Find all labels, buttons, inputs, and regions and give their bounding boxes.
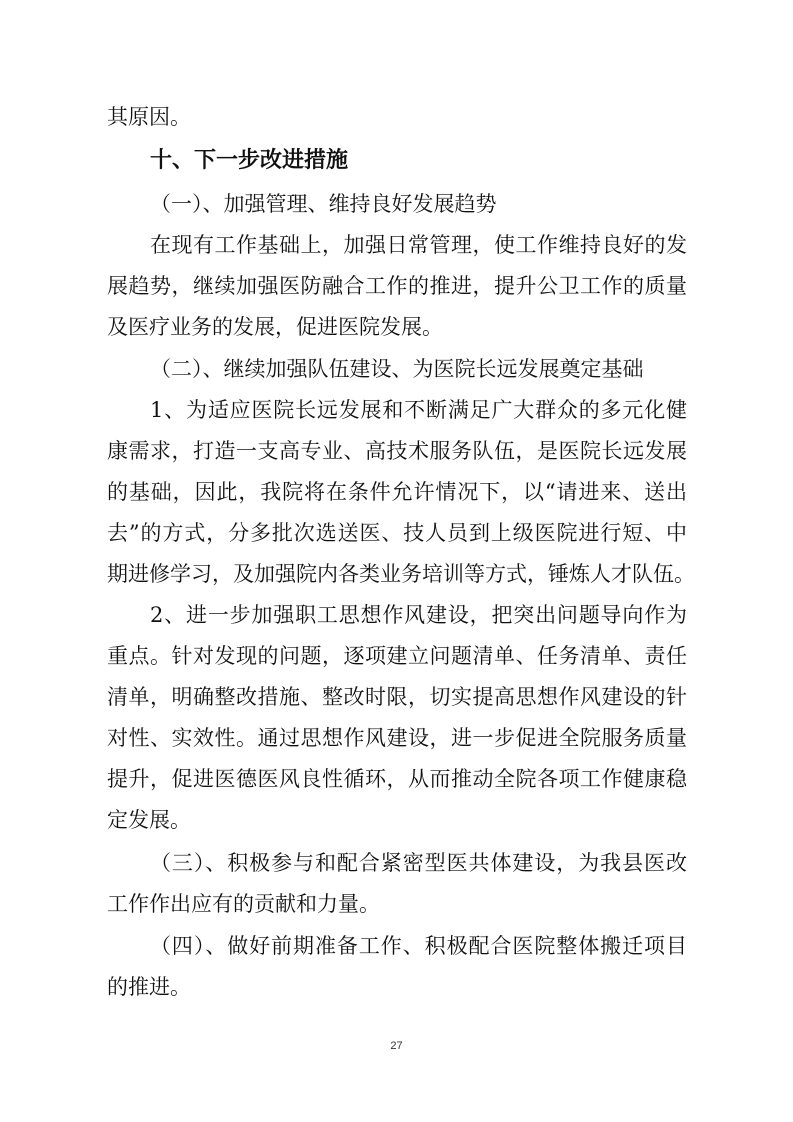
paragraph-line: 定发展。: [107, 808, 191, 832]
paragraph-line: 期进修学习，及加强院内各类业务培训等方式，锤炼人才队伍。: [107, 562, 695, 586]
paragraph-line: 的基础，因此，我院将在条件允许情况下，以“请进来、送出: [107, 480, 687, 504]
subsection-heading-2: （二）、继续加强队伍建设、为医院长远发展奠定基础: [150, 357, 644, 381]
paragraph-line: 及医疗业务的发展，促进医院发展。: [107, 315, 443, 339]
paragraph-line: 的推进。: [107, 975, 191, 999]
paragraph-line: 展趋势，继续加强医防融合工作的推进，提升公卫工作的质量: [107, 274, 687, 298]
paragraph-line: 对性、实效性。通过思想作风建设，进一步促进全院服务质量: [107, 726, 687, 750]
paragraph-line: 1、为适应医院长远发展和不断满足广大群众的多元化健: [150, 398, 687, 422]
paragraph-line: 2、进一步加强职工思想作风建设，把突出问题导向作为: [150, 603, 687, 627]
subsection-heading-3: （三）、积极参与和配合紧密型医共体建设，为我县医改: [150, 851, 687, 875]
section-heading: 十、下一步改进措施: [150, 148, 349, 173]
paragraph-line: 去”的方式，分多批次选送医、技人员到上级医院进行短、中: [107, 521, 687, 545]
paragraph-line: 康需求，打造一支高专业、高技术服务队伍，是医院长远发展: [107, 439, 687, 463]
paragraph-line: 提升，促进医德医风良性循环，从而推动全院各项工作健康稳: [107, 767, 687, 791]
page-number: 27: [390, 1040, 403, 1052]
subsection-heading-4: （四）、做好前期准备工作、积极配合医院整体搬迁项目: [150, 934, 687, 958]
subsection-heading-1: （一）、加强管理、维持良好发展趋势: [150, 192, 497, 216]
paragraph-line-continuation: 其原因。: [107, 105, 191, 129]
paragraph-line: 重点。针对发现的问题，逐项建立问题清单、任务清单、责任: [107, 644, 687, 668]
paragraph-line: 清单，明确整改措施、整改时限，切实提高思想作风建设的针: [107, 685, 687, 709]
paragraph-line: 工作作出应有的贡献和力量。: [107, 892, 380, 916]
paragraph-line: 在现有工作基础上，加强日常管理，使工作维持良好的发: [150, 233, 687, 257]
